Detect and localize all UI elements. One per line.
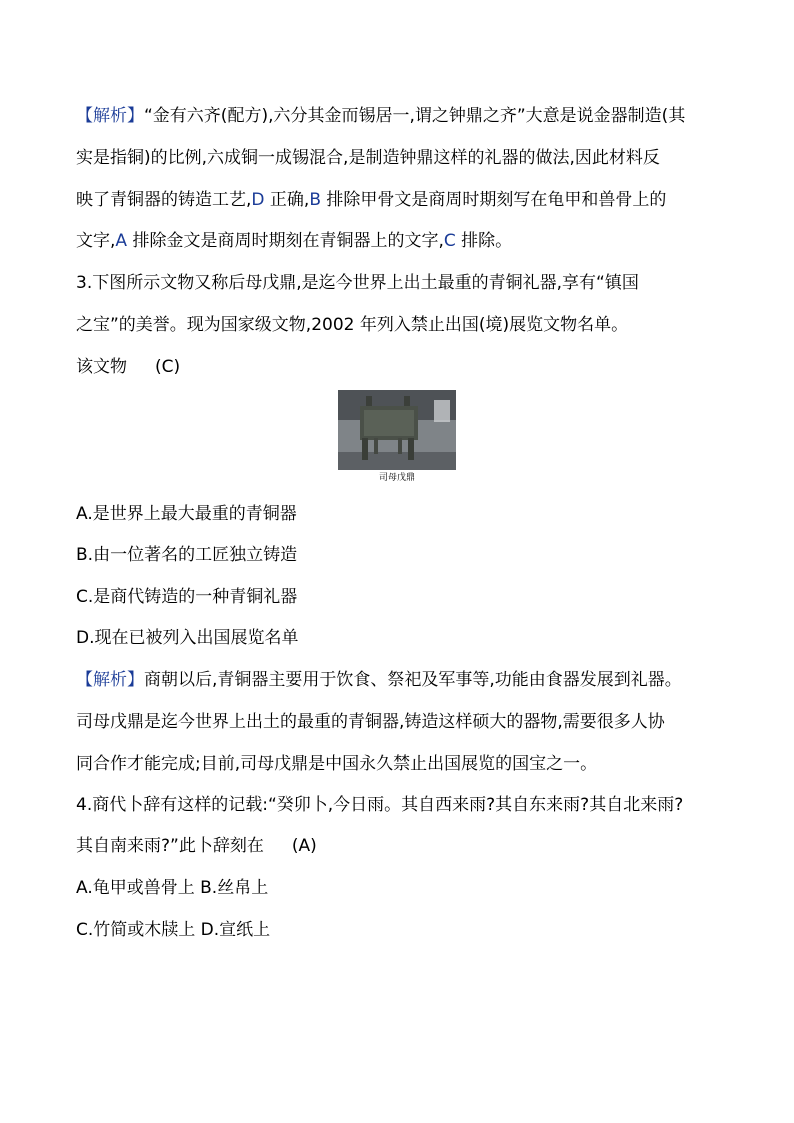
analysis2-line-2: 实是指铜)的比例,六成铜一成锡混合,是制造钟鼎这样的礼器的做法,因此材料反: [76, 148, 660, 168]
analysis-label: 【解析】: [76, 670, 144, 690]
q4-stem-line-1: 4.商代卜辞有这样的记载:“癸卯卜,今日雨。其自西来雨?其自东来雨?其自北来雨?: [76, 795, 684, 815]
q3-option-a: A.是世界上最大最重的青铜器: [76, 504, 297, 524]
analysis3-line-3: 同合作才能完成;目前,司母戊鼎是中国永久禁止出国展览的国宝之一。: [76, 754, 598, 774]
ding-figure: [338, 390, 456, 486]
q3-stem-line-2: 之宝”的美誉。现为国家级文物,2002 年列入禁止出国(境)展览文物名单。: [76, 315, 629, 335]
q3-answer: (C): [155, 357, 181, 377]
analysis2-line-4: 文字,A 排除金文是商周时期刻在青铜器上的文字,C 排除。: [76, 231, 513, 251]
ding-caption: 司母戊鼎: [378, 473, 415, 483]
ding-photo: [338, 390, 456, 470]
q3-stem-line-3: 该文物 (C): [76, 357, 181, 377]
analysis-label: 【解析】: [76, 106, 144, 126]
analysis3-line-1: 【解析】商朝以后,青铜器主要用于饮食、祭祀及军事等,功能由食器发展到礼器。: [76, 670, 682, 690]
analysis3-line-2: 司母戊鼎是迄今世界上出土的最重的青铜器,铸造这样硕大的器物,需要很多人协: [76, 712, 665, 732]
q4-stem-line-2: 其自南来雨?”此卜辞刻在 (A): [76, 836, 317, 856]
analysis2-line-1: 【解析】“金有六齐(配方),六分其金而锡居一,谓之钟鼎之齐”大意是说金器制造(其: [76, 106, 686, 126]
q4-options-ab: A.龟甲或兽骨上 B.丝帛上: [76, 878, 269, 898]
ding-illustration: [338, 390, 456, 470]
analysis2-line-3: 映了青铜器的铸造工艺,D 正确,B 排除甲骨文是商周时期刻写在龟甲和兽骨上的: [76, 190, 667, 210]
q4-answer: (A): [291, 836, 317, 856]
q3-option-c: C.是商代铸造的一种青铜礼器: [76, 587, 298, 607]
q4-options-cd: C.竹简或木牍上 D.宣纸上: [76, 920, 271, 940]
q3-option-b: B.由一位著名的工匠独立铸造: [76, 545, 298, 565]
q3-option-d: D.现在已被列入出国展览名单: [76, 628, 299, 648]
q3-stem-line-1: 3.下图所示文物又称后母戊鼎,是迄今世界上出土最重的青铜礼器,享有“镇国: [76, 273, 639, 293]
